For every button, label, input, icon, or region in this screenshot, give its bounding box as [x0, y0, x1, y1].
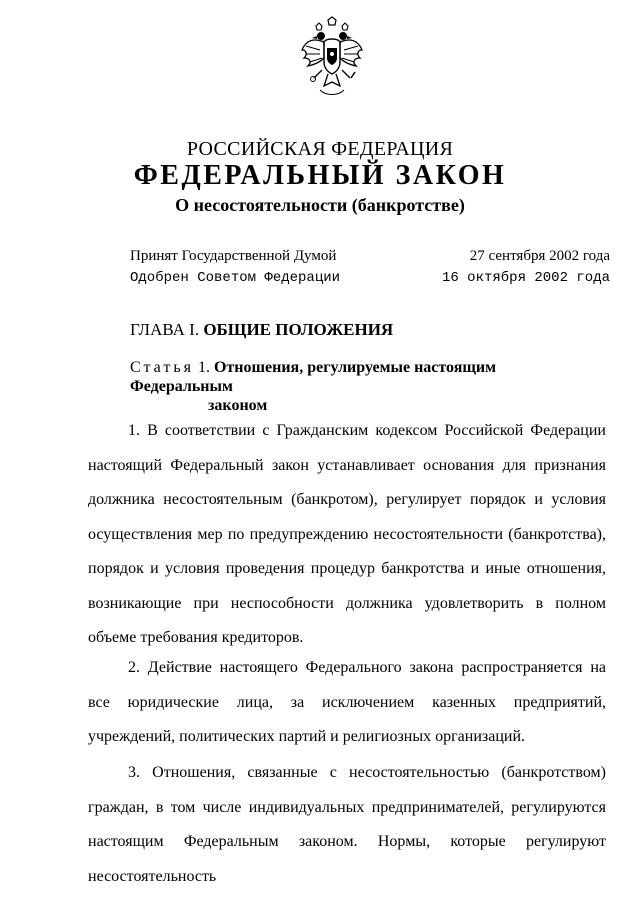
- adoption-row-council: [130, 270, 610, 286]
- chapter-heading: [130, 320, 393, 340]
- paragraph-1: 1. В соответствии с Гражданским кодексом Российской Федерации настоящий Федеральный закон устанавливает основания для признания должника несостоятельным (банкротом), регулирует порядок и условия осуществления мер по предупреждению несостоятельности (банкротства), порядок и условия проведения процедур банкротства и иные отношения, возникающие при неспособности должника удовлетворить в полном объеме требования кредиторов.: [88, 422, 606, 646]
- duma-adoption-date: 27 сентября 2002 года: [469, 248, 610, 264]
- council-approval-label: Одобрен Советом Федерации: [130, 270, 341, 286]
- council-approval-date: 16 октября 2002 года: [441, 270, 610, 286]
- paragraph-3: 3. Отношения, связанные с несостоятельностью (банкротством) граждан, в том числе индивидуальных предпринимателей, регулируются настоящим Федеральным законом. Нормы, которые регулируют несостоятельность: [88, 764, 606, 885]
- law-type-heading: ФЕДЕРАЛЬНЫЙ ЗАКОН: [133, 160, 507, 191]
- article-title-line2: законом: [208, 397, 268, 414]
- chapter-number: ГЛАВА I.: [130, 320, 200, 339]
- article-label: Статья: [130, 359, 194, 376]
- chapter-title: ОБЩИЕ ПОЛОЖЕНИЯ: [203, 320, 394, 339]
- country-heading: РОССИЙСКАЯ ФЕДЕРАЦИЯ: [186, 138, 454, 160]
- article-heading: [130, 358, 600, 415]
- law-subject-title: О несостоятельности (банкротстве): [175, 195, 465, 215]
- article-number: 1.: [197, 359, 210, 376]
- duma-adoption-label: Принят Государственной Думой: [130, 248, 337, 264]
- coat-of-arms-icon: [298, 16, 366, 106]
- article-title-line1: Отношения, регулируемые настоящим Федеральным: [130, 359, 497, 395]
- adoption-row-duma: [130, 248, 610, 265]
- paragraph-2: 2. Действие настоящего Федерального закона распространяется на все юридические лица, за исключением казенных предприятий, учреждений, политических партий и религиозных организаций.: [88, 659, 606, 745]
